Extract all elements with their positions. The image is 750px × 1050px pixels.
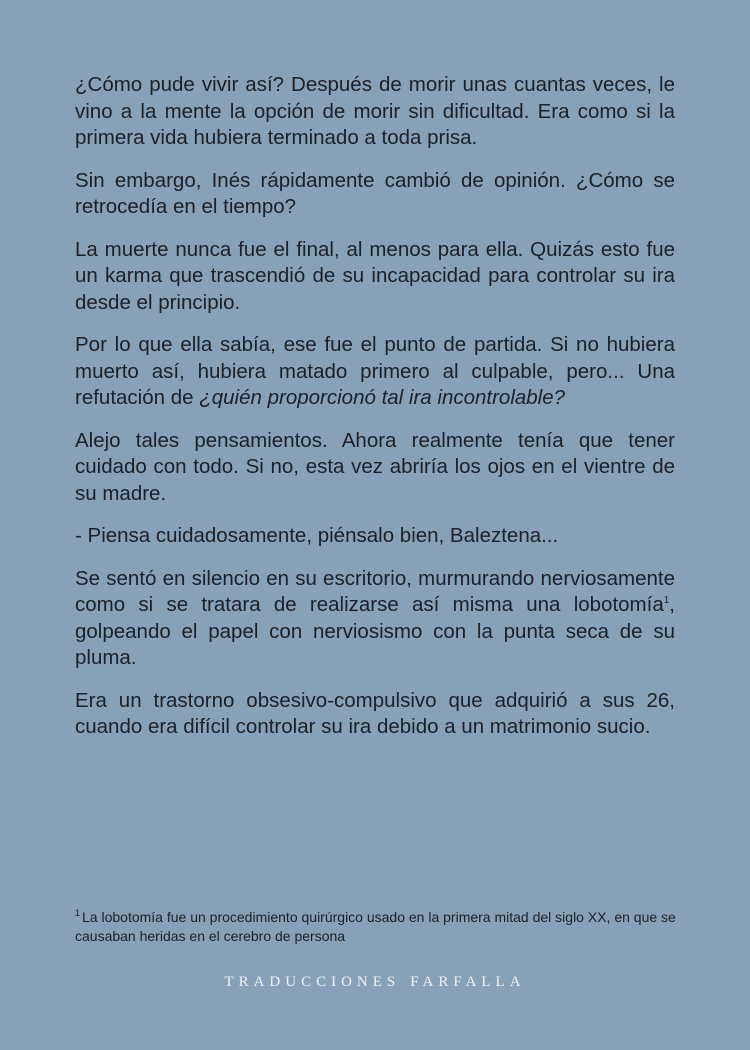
paragraph-3: La muerte nunca fue el final, al menos para ella. Quizás esto fue un karma que trascendió de su incapacidad para controlar su ira desde el principio. — [75, 237, 675, 314]
paragraph-7-text-after: , golpeando el papel con nerviosismo con la punta seca de su pluma. — [75, 593, 675, 669]
paragraph-1: ¿Cómo pude vivir así? Después de morir unas cuantas veces, le vino a la mente la opción de morir sin dificultad. Era como si la primera vida hubiera terminado a toda prisa. — [75, 73, 675, 149]
paragraph-4 — [75, 332, 675, 412]
footnote-text: La lobotomía fue un procedimiento quirúrgico usado en la primera mitad del siglo XX, en que se causaban heridas en el cerebro de persona — [75, 909, 676, 944]
paragraph-7-text-before: Se sentó en silencio en su escritorio, murmurando nerviosamente como si se tratara de realizarse así misma una lobotomía — [75, 566, 675, 616]
paragraph-5: Alejo tales pensamientos. Ahora realmente tenía que tener cuidado con todo. Si no, esta vez abriría los ojos en el vientre de su madre. — [75, 428, 675, 505]
paragraph-7 — [75, 566, 675, 672]
paragraph-6-dialogue: - Piensa cuidadosamente, piénsalo bien, Baleztena... — [75, 524, 559, 547]
publisher-footer — [0, 974, 750, 991]
footnote-reference: 1 — [663, 595, 670, 607]
paragraph-8: Era un trastorno obsesivo-compulsivo que adquirió a sus 26, cuando era difícil controlar su ira debido a un matrimonio sucio. — [75, 688, 675, 738]
footnote-mark: 1 — [75, 908, 81, 919]
page-body — [75, 72, 675, 757]
paragraph-4-text: Por lo que ella sabía, ese fue el punto de partida. Si no hubiera muerto así, hubiera matado primero al culpable, pero... Una refutación de — [75, 333, 675, 409]
footer-word-1: TRADUCCIONES — [224, 974, 401, 990]
footer-word-2: FARFALLA — [410, 974, 526, 990]
paragraph-2: Sin embargo, Inés rápidamente cambió de opinión. ¿Cómo se retrocedía en el tiempo? — [75, 168, 675, 218]
paragraph-4-italic-quote: ¿quién proporcionó tal ira incontrolable? — [199, 386, 566, 409]
footnote — [75, 908, 680, 946]
